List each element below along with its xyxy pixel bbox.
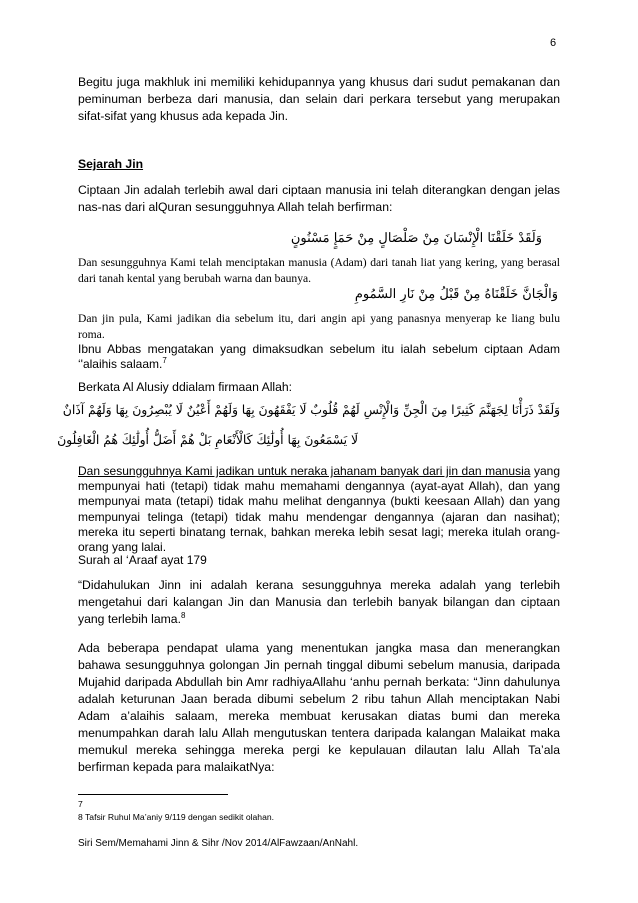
verse-3-translation — [78, 464, 560, 555]
intro-paragraph: Begitu juga makhluk ini memiliki kehidupannya yang khusus dari sudut pemakanan dan peminuman berbeza dari manusia, dan selain dari perkara tersebut yang merupakan sifat-sifat yang khusus ada kepada Jin. — [78, 75, 560, 123]
footnote-7: 7 — [78, 799, 83, 809]
jinn-first-text: “Didahulukan Jinn ini adalah kerana sesungguhnya mereka adalah yang terlebih mengetahui dari kalangan Jin dan Manusia dan terlebih banyak bilangan dan ciptaan yang terlebih lama. — [78, 578, 560, 626]
ibnu-abbas-text: Ibnu Abbas mengatakan yang dimaksudkan sebelum itu ialah sebelum ciptaan Adam ‘'alaihis salaam. — [78, 342, 560, 372]
jinn-first-paragraph — [78, 577, 560, 628]
verse-3-reference: Surah al ‘Araaf ayat 179 — [78, 553, 207, 567]
creation-paragraph: Ciptaan Jin adalah terlebih awal dari ciptaan manusia ini telah diterangkan dengan jelas nas-nas dari alQuran sesungguhnya Allah telah berfirman: — [78, 183, 560, 214]
footnote-ref-7: 7 — [162, 356, 167, 366]
page-footer: Siri Sem/Memahami Jinn & Sihr /Nov 2014/AlFawzaan/AnNahl. — [78, 838, 359, 849]
verse-3-translation-underlined: Dan sesungguhnya Kami jadikan untuk neraka jahanam banyak dari jin dan manusia — [78, 464, 531, 478]
verse-2-translation: Dan jin pula, Kami jadikan dia sebelum itu, dari angin api yang panasnya menyerap ke liang bulu roma. — [78, 312, 560, 341]
footnote-divider — [78, 794, 228, 795]
final-paragraph: Ada beberapa pendapat ulama yang menentukan jangka masa dan menerangkan bahawa sesungguhnya golongan Jin pernah tinggal dibumi sebelum manusia, daripada Mujahid daripada Abdullah bin Amr radhiyaAllahu ‘anhu pernah berkata: “Jinn dahulunya adalah keturunan Jaan berada dibumi sebelum 2 ribu tahun Allah menciptakan Nabi Adam a’alaihis salaam, mereka membuat kerusakan diatas bumi dan mereka menumpahkan darah lalu Allah mengutuskan tentera daripada kalangan Malaikat maka memukul mereka sehingga mereka pergi ke kepulauan dilautan lalu Allah Ta’ala berfirman kepada para malaikatNya: — [78, 641, 560, 774]
alusiy-intro: Berkata Al Alusiy ddialam firmaan Allah: — [78, 380, 293, 394]
footnote-8: 8 Tafsir Ruhul Ma’aniy 9/119 dengan sedikit olahan. — [78, 812, 275, 822]
footnote-ref-8: 8 — [180, 610, 186, 620]
verse-1-translation: Dan sesungguhnya Kami telah menciptakan manusia (Adam) dari tanah liat yang kering, yang berasal dari tanah kental yang berubah warna dan baunya. — [78, 256, 560, 285]
page-number: 6 — [550, 37, 557, 49]
verse-3-translation-rest: yang mempunyai hati (tetapi) tidak mahu memahami dengannya (ayat-ayat Allah), dan yang mempunyai mata (tetapi) tidak mahu melihat dengannya (bukti keesaan Allah) dan yang mempunyai telinga (tetapi) tidak mahu mendengar dengannya (ajaran dan nasihat); mereka itu seperti binatang ternak, bahkan mereka lebih sesat lagi; mereka itulah orang-orang yang lalai. — [78, 464, 560, 555]
section-heading: Sejarah Jin — [78, 157, 144, 171]
ibnu-abbas-paragraph — [78, 342, 560, 372]
verse-2-arabic: وَالْجَانَّ خَلَقْنَاهُ مِنْ قَبْلُ مِنْ نَارِ السَّمُومِ — [354, 287, 558, 302]
verse-1-arabic: وَلَقَدْ خَلَقْنَا الْإِنْسَانَ مِنْ صَلْصَالٍ مِنْ حَمَإٍ مَسْنُونٍ — [290, 231, 542, 246]
verse-3-arabic-line-1: وَلَقَدْ ذَرَأْنَا لِجَهَنَّمَ كَثِيرًا مِنَ الْجِنِّ وَالْإِنْسِ لَهُمْ قُلُوبٌ لَا يَفْقَهُونَ بِهَا وَلَهُمْ أَعْيُنٌ لَا يُبْصِرُونَ بِهَا وَلَهُمْ آذَانٌ — [62, 403, 560, 417]
verse-3-arabic-line-2: لَا يَسْمَعُونَ بِهَا أُولَٰئِكَ كَالْأَنْعَامِ بَلْ هُمْ أَضَلُّ أُولَٰئِكَ هُمُ الْغَافِلُونَ — [57, 433, 358, 447]
